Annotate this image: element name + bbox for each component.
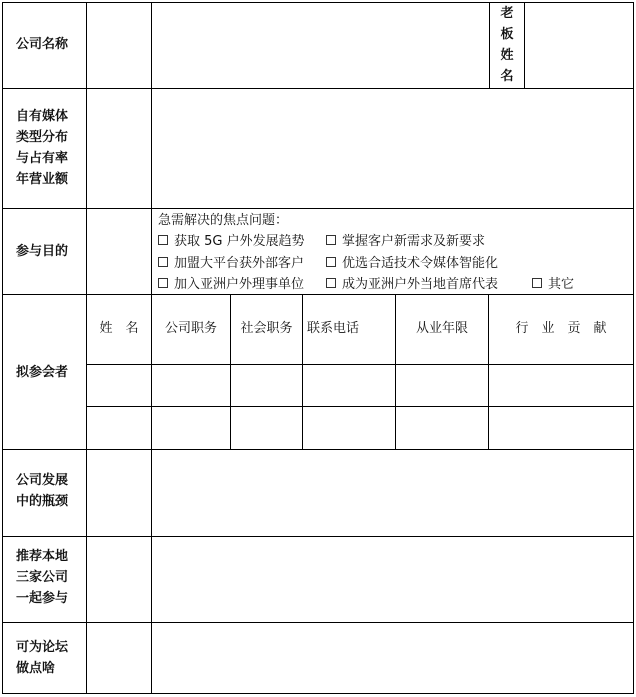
row2-divider (151, 88, 152, 208)
attendee-col-divider-2 (230, 294, 231, 449)
recommend-label-line: 推荐本地 (16, 549, 69, 564)
attendee-header-phone: 联系电话 (307, 321, 360, 336)
row1-divider-a (151, 2, 152, 88)
boss-name-label-char: 老 (500, 6, 514, 21)
purpose-option-label: 获取 5G 户外发展趋势 (174, 234, 305, 249)
checkbox-icon[interactable] (532, 278, 542, 288)
recommend-label-line: 一起参与 (16, 591, 69, 606)
attendee-col-divider-5 (488, 294, 489, 449)
purpose-option-label: 加入亚洲户外理事单位 (174, 277, 305, 292)
attendee-col-divider-4 (395, 294, 396, 449)
row6-divider (151, 536, 152, 622)
media-label-line: 与占有率 (16, 151, 69, 166)
row7-divider (151, 622, 152, 694)
attendee-row-divider-1 (86, 364, 634, 365)
table-border-bottom (2, 693, 634, 694)
checkbox-icon[interactable] (158, 278, 168, 288)
bottleneck-label-line: 公司发展 (16, 473, 69, 488)
checkbox-icon[interactable] (326, 235, 336, 245)
table-border-left (2, 2, 3, 694)
attendee-label: 拟参会者 (16, 365, 69, 380)
checkbox-icon[interactable] (158, 235, 168, 245)
boss-name-label-char: 姓 (500, 48, 514, 63)
checkbox-icon[interactable] (326, 257, 336, 267)
boss-name-label-char: 板 (500, 27, 514, 42)
row-divider-1 (2, 88, 634, 89)
purpose-option-label: 成为亚洲户外当地首席代表 (342, 277, 499, 292)
row-divider-5 (2, 536, 634, 537)
row-divider-2 (2, 208, 634, 209)
purpose-option[interactable] (326, 274, 498, 295)
attendee-header-years: 从业年限 (415, 321, 468, 336)
row5-divider (151, 449, 152, 536)
attendee-col-divider-1 (151, 294, 152, 449)
attendee-header-social-position: 社会职务 (240, 321, 293, 336)
forum-label-line: 可为论坛 (16, 640, 69, 655)
table-border-right (633, 2, 634, 694)
purpose-option[interactable] (158, 231, 305, 252)
purpose-option-label: 其它 (548, 277, 575, 292)
attendee-col-divider-3 (302, 294, 303, 449)
boss-name-label (497, 3, 517, 87)
attendee-header-name: 姓 名 (99, 321, 139, 336)
row1-divider-b (489, 2, 490, 88)
purpose-intro: 急需解决的焦点问题： (158, 213, 289, 228)
recommend-companies-label (16, 546, 68, 609)
attendee-row-divider-2 (86, 406, 634, 407)
bottleneck-label (16, 470, 68, 512)
boss-name-label-char: 名 (500, 69, 514, 84)
purpose-option[interactable] (532, 274, 574, 295)
attendee-header-company-position: 公司职务 (164, 321, 217, 336)
media-label-line: 年营业额 (16, 172, 69, 187)
table-border-top (2, 2, 634, 3)
forum-contribution-label (16, 637, 68, 679)
purpose-option[interactable] (158, 253, 304, 274)
purpose-label: 参与目的 (16, 244, 69, 259)
row1-divider-c (524, 2, 525, 88)
checkbox-icon[interactable] (326, 278, 336, 288)
bottleneck-label-line: 中的瓶颈 (16, 494, 69, 509)
company-name-label: 公司名称 (16, 37, 69, 52)
purpose-option[interactable] (326, 231, 485, 252)
purpose-option-label: 掌握客户新需求及新要求 (342, 234, 486, 249)
purpose-option-label: 优选合适技术令媒体智能化 (342, 256, 499, 271)
row3-divider (151, 208, 152, 294)
media-distribution-label (16, 106, 68, 190)
attendee-header-contribution: 行 业 贡 献 (515, 321, 607, 336)
checkbox-icon[interactable] (158, 257, 168, 267)
purpose-option[interactable] (158, 274, 304, 295)
purpose-option-label: 加盟大平台获外部客户 (174, 256, 305, 271)
media-label-line: 自有媒体 (16, 109, 69, 124)
label-column-divider (86, 2, 87, 694)
recommend-label-line: 三家公司 (16, 570, 69, 585)
row-divider-4 (2, 449, 634, 450)
media-label-line: 类型分布 (16, 130, 69, 145)
purpose-option[interactable] (326, 253, 498, 274)
forum-label-line: 做点啥 (16, 661, 56, 676)
row-divider-6 (2, 622, 634, 623)
